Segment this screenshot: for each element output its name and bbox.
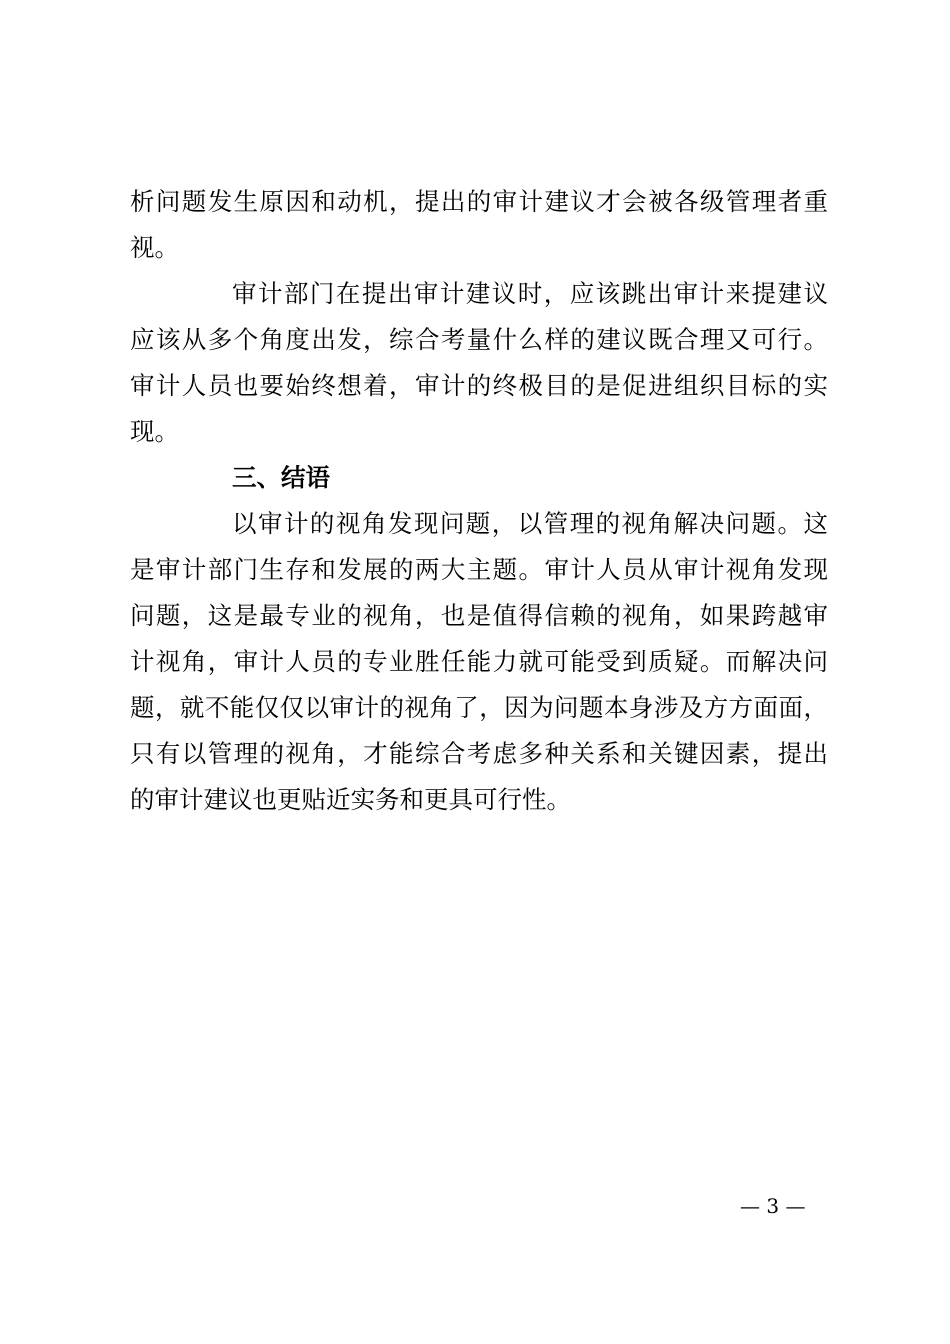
- paragraph-3-line-1: 以审计的视角发现问题，以管理的视角解决问题。这: [232, 509, 828, 538]
- paragraph-3-line-4: 计视角，审计人员的专业胜任能力就可能受到质疑。而解决问: [130, 647, 828, 676]
- paragraph-3-line-6: 只有以管理的视角，才能综合考虑多种关系和关键因素，提出: [130, 739, 828, 768]
- paragraph-2-line-1: 审计部门在提出审计建议时，应该跳出审计来提建议: [232, 279, 828, 308]
- paragraph-3-line-7: 的审计建议也更贴近实务和更具可行性。: [130, 785, 571, 814]
- page-number: — 3 —: [740, 1194, 806, 1218]
- paragraph-1-line-1: 析问题发生原因和动机，提出的审计建议才会被各级管理者重: [130, 187, 828, 216]
- paragraph-3-line-2: 是审计部门生存和发展的两大主题。审计人员从审计视角发现: [130, 555, 828, 584]
- paragraph-2-line-2: 应该从多个角度出发，综合考量什么样的建议既合理又可行。: [130, 325, 828, 354]
- section-heading: 三、结语: [232, 463, 330, 492]
- paragraph-1-line-2: 视。: [130, 233, 179, 262]
- paragraph-2-line-4: 现。: [130, 417, 179, 446]
- paragraph-2-line-3: 审计人员也要始终想着，审计的终极目的是促进组织目标的实: [130, 371, 828, 400]
- paragraph-3-line-3: 问题，这是最专业的视角，也是值得信赖的视角，如果跨越审: [130, 601, 828, 630]
- paragraph-3-line-5: 题，就不能仅仅以审计的视角了，因为问题本身涉及方方面面，: [130, 693, 828, 722]
